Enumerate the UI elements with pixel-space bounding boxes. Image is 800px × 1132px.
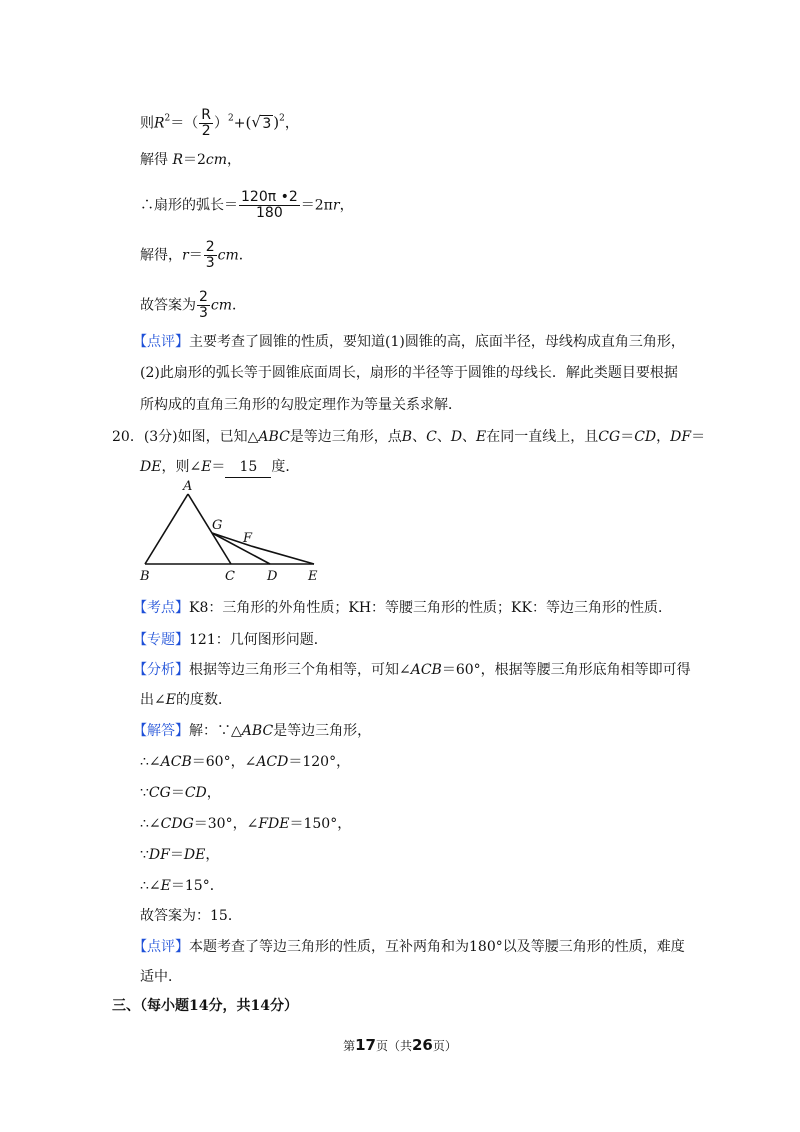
text: 故答案为：15． <box>140 908 242 924</box>
text: 所构成的直角三角形的勾股定理作为等量关系求解． <box>140 397 462 413</box>
section-tag: 【专题】 <box>133 632 189 648</box>
analysis-line-2 <box>140 690 232 710</box>
var: D <box>450 429 463 445</box>
var: ACB <box>160 754 192 770</box>
comment-2-line-2 <box>140 967 182 987</box>
equation-line-1 <box>140 108 299 139</box>
numerator: 2 <box>199 289 208 305</box>
text: 121：几何图形问题． <box>189 632 328 648</box>
text: 第 <box>343 1039 356 1053</box>
text: ＝ <box>211 459 226 475</box>
sqrt-sign-icon: √ <box>251 112 261 131</box>
segment-fe <box>251 546 314 564</box>
var: E <box>160 878 171 894</box>
topic <box>133 630 328 650</box>
var: ACB <box>410 662 442 678</box>
fraction <box>204 240 217 271</box>
unit: cm <box>217 247 239 264</box>
text: 度． <box>271 459 300 475</box>
var: r <box>332 197 340 214</box>
label-e: E <box>308 569 318 584</box>
text: 、 <box>462 429 477 445</box>
label-a: A <box>183 479 193 494</box>
final-answer <box>140 906 242 926</box>
line-3 <box>140 190 354 221</box>
text: ∴∠ <box>140 878 161 894</box>
text: 根据等边三角形三个角相等，可知∠ <box>189 662 411 678</box>
text: 页（共 <box>375 1039 412 1053</box>
label-b: B <box>140 569 150 584</box>
text: ＝2 <box>183 152 206 168</box>
var: ACD <box>256 754 289 770</box>
answer-line-4 <box>140 814 351 834</box>
section-tag: 【解答】 <box>133 723 189 739</box>
triangle-figure <box>130 478 330 586</box>
var: ABC <box>241 723 274 739</box>
var: CG <box>598 429 621 445</box>
section-tag: 【点评】 <box>133 334 189 350</box>
text: 、 <box>436 429 451 445</box>
text: ＝120°， <box>288 754 351 770</box>
text: ． <box>238 247 253 264</box>
line-2 <box>140 150 241 170</box>
unit: cm <box>210 297 233 314</box>
text: ＝ <box>691 429 706 445</box>
answer-line-2 <box>140 752 350 772</box>
var: B <box>401 429 413 445</box>
text: ， <box>227 152 242 168</box>
text: 故答案为 <box>140 297 196 314</box>
text: ， <box>205 847 220 863</box>
comment-line-3 <box>140 395 462 415</box>
text: ＝ <box>620 429 635 445</box>
page-footer <box>0 1036 800 1054</box>
label-c: C <box>225 569 235 584</box>
page-total: 26 <box>412 1036 433 1054</box>
text: 、 <box>412 429 427 445</box>
text: ∴扇形的弧长＝ <box>140 197 238 214</box>
text: ＝ <box>169 847 184 863</box>
section-tag: 【考点】 <box>133 600 189 616</box>
var: DE <box>183 847 206 863</box>
var: DE <box>140 459 162 475</box>
var: CG <box>148 785 171 801</box>
question-20-line-2 <box>140 457 299 478</box>
numerator: 2 <box>205 239 215 255</box>
numerator: 120π •2 <box>241 189 298 205</box>
paren: ) <box>273 113 280 132</box>
answer-line-6 <box>140 876 224 896</box>
text: 解得 <box>140 152 173 168</box>
text: 则 <box>140 115 154 132</box>
var: E <box>476 429 487 445</box>
page-number: 17 <box>355 1036 376 1054</box>
exp: 2 <box>164 113 171 124</box>
var: C <box>426 429 437 445</box>
answer-line-3 <box>140 783 221 803</box>
text: 适中． <box>140 969 182 985</box>
var: CDG <box>160 816 194 832</box>
question-20-line-1 <box>112 427 705 447</box>
analysis-line-1 <box>133 660 691 680</box>
text: ， <box>656 429 671 445</box>
answer-line-5 <box>140 845 219 865</box>
radicand: 3 <box>262 115 272 132</box>
sqrt <box>251 114 273 134</box>
text: ＝30°，∠ <box>193 816 259 832</box>
text: 主要考查了圆锥的性质，要知道(1)圆锥的高，底面半径，母线构成直角三角形， <box>189 334 685 350</box>
text: ， <box>206 785 221 801</box>
segment-ab <box>145 494 188 564</box>
text: ＝（ <box>170 115 199 132</box>
paren: ( <box>245 113 252 132</box>
label-g: G <box>212 518 223 533</box>
var: FDE <box>258 816 290 832</box>
text: 出∠ <box>140 692 166 708</box>
exp: 2 <box>228 113 234 124</box>
text: ，则∠ <box>161 459 202 475</box>
comment-2-line-1 <box>133 937 685 957</box>
text: 是等边三角形，点 <box>289 429 402 445</box>
text: 20．(3分)如图，已知△ <box>112 429 259 445</box>
var: CD <box>634 429 657 445</box>
text: ＝60°，根据等腰三角形底角相等即可得 <box>441 662 691 678</box>
text: (2)此扇形的弧长等于圆锥底面周长，扇形的半径等于圆锥的母线长．解此类题目要根据 <box>140 365 678 381</box>
text: ， <box>284 115 299 132</box>
fraction <box>199 108 213 139</box>
var: E <box>201 459 212 475</box>
text: ∵ <box>140 785 149 801</box>
denominator: 2 <box>201 123 211 139</box>
denominator: 180 <box>256 205 283 221</box>
label-d: D <box>267 569 278 584</box>
denominator: 3 <box>205 255 215 271</box>
text: ＝ <box>188 247 203 264</box>
text: ＝150°， <box>289 816 352 832</box>
text: 是等边三角形， <box>273 723 372 739</box>
text: ） <box>214 115 229 132</box>
var: R <box>172 152 183 168</box>
comment-line-1 <box>133 332 685 352</box>
numerator: R <box>201 107 212 123</box>
answer-blank: 15 <box>225 457 271 478</box>
label-f: F <box>243 531 253 546</box>
fraction <box>239 190 300 221</box>
text: 解得， <box>140 247 182 264</box>
var: DF <box>670 429 692 445</box>
var: ABC <box>258 429 290 445</box>
var: DF <box>148 847 170 863</box>
answer-line-1 <box>133 721 371 741</box>
text: ∴∠ <box>140 754 161 770</box>
text: ＝ <box>170 785 185 801</box>
section-tag: 【点评】 <box>133 939 189 955</box>
text: ， <box>339 197 354 214</box>
text: ． <box>232 297 247 314</box>
comment-line-2 <box>140 363 678 383</box>
text: 本题考查了等边三角形的性质，互补两角和为180°以及等腰三角形的性质，难度 <box>189 939 685 955</box>
text: 页） <box>432 1039 457 1053</box>
var: r <box>182 247 189 264</box>
knowledge-point <box>133 598 672 618</box>
text: ∵ <box>140 847 149 863</box>
text: ＝60°，∠ <box>191 754 257 770</box>
var: E <box>165 692 176 708</box>
fraction <box>197 290 210 321</box>
text: 的度数． <box>175 692 232 708</box>
exp: 2 <box>279 113 285 124</box>
section-three-heading: 三、（每小题14分，共14分） <box>112 998 298 1014</box>
text: ＝15°． <box>170 878 224 894</box>
line-5 <box>140 290 246 321</box>
section-tag: 【分析】 <box>133 662 189 678</box>
line-4 <box>140 240 253 271</box>
text: 解：∵△ <box>189 723 242 739</box>
text: 在同一直线上，且 <box>486 429 599 445</box>
var: CD <box>184 785 207 801</box>
text: K8：三角形的外角性质；KH：等腰三角形的性质；KK：等边三角形的性质． <box>189 600 672 616</box>
text: + <box>233 115 246 132</box>
text: ∴∠ <box>140 816 161 832</box>
var-r: R <box>154 115 165 132</box>
unit: cm <box>205 152 228 168</box>
text: ＝2π <box>300 197 333 214</box>
denominator: 3 <box>199 305 208 321</box>
segment-ac <box>188 494 231 564</box>
